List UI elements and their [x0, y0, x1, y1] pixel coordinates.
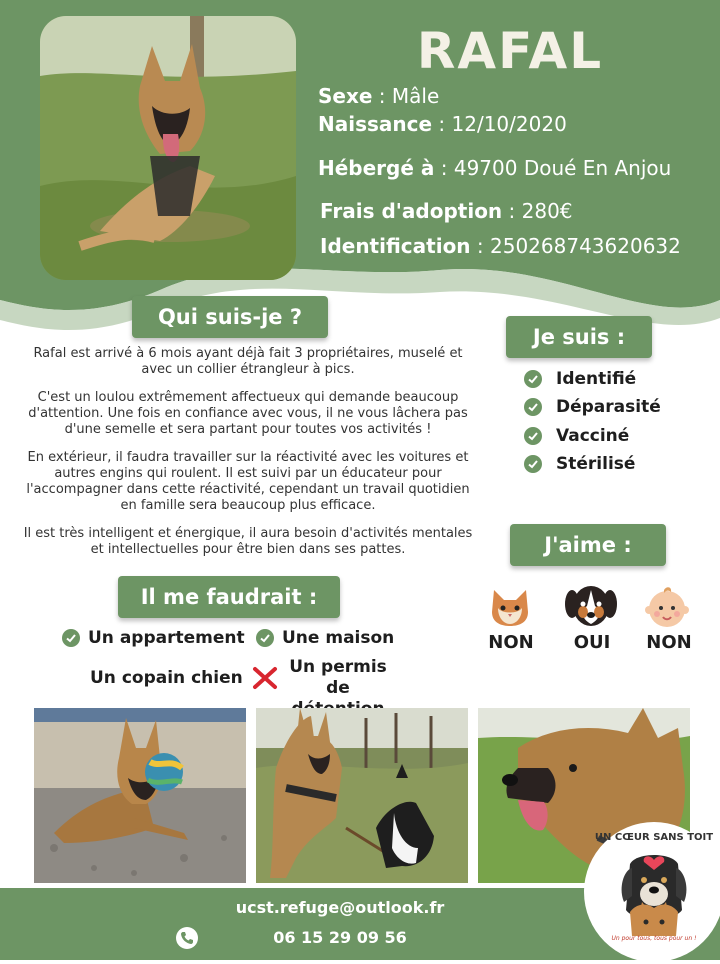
need-buddy: Un copain chien: [90, 668, 243, 688]
dog-name: RAFAL: [416, 22, 604, 80]
need-house-label: Une maison: [282, 628, 395, 648]
check-icon: [524, 370, 542, 388]
about-paragraph: C'est un loulou extrêmement affectueux qui demande beaucoup d'attention. Une fois en confiance avec vous, il ne vous lâchera pas d'une semelle et sera partant pour toutes vos activités !: [28, 390, 468, 437]
status-item-label: Identifié: [556, 369, 637, 389]
hosted-value: : 49700 Doué En Anjou: [440, 156, 672, 180]
sex-line: [318, 84, 439, 108]
contact-email[interactable]: ucst.refuge@outlook.fr: [235, 898, 445, 917]
contact-phone[interactable]: 06 15 29 09 56: [273, 928, 407, 947]
status-heading: Je suis :: [506, 316, 652, 358]
about-paragraph: Il est très intelligent et énergique, il aura besoin d'activités mentales et intellectuelles pour être bien dans ses pattes.: [23, 526, 473, 557]
need-apartment-label: Un appartement: [88, 628, 245, 648]
check-icon: [524, 427, 542, 445]
need-permit: Un permis de: [289, 657, 387, 698]
hosted-label: Hébergé à: [318, 156, 435, 180]
status-item: [524, 426, 629, 446]
dog-photo-ball: [34, 708, 246, 883]
sex-value: : Mâle: [378, 84, 440, 108]
status-item-label: Vacciné: [556, 426, 630, 446]
dog-photo-friend: [256, 708, 468, 883]
main-dog-photo: [40, 16, 296, 280]
fee-label: Frais d'adoption: [320, 199, 503, 223]
hosted-line: [318, 156, 671, 180]
need-apartment: [62, 628, 245, 648]
about-text: [22, 346, 474, 570]
check-icon: [524, 398, 542, 416]
birth-value: : 12/10/2020: [438, 112, 567, 136]
id-line: [320, 234, 681, 258]
fee-line: [320, 199, 573, 223]
cross-icon: [252, 666, 278, 690]
need-house: [256, 628, 394, 648]
status-item-label: Déparasité: [556, 397, 661, 417]
fee-value: : 280€: [508, 199, 573, 223]
dog-answer: OUI: [573, 632, 611, 653]
check-icon: [524, 455, 542, 473]
about-heading: Qui suis-je ?: [132, 296, 328, 338]
about-paragraph: Rafal est arrivé à 6 mois ayant déjà fait 3 propriétaires, muselé et avec un collier étrangleur à pics.: [33, 346, 463, 377]
id-value: : 250268743620632: [476, 234, 681, 258]
logo-tagline: Un pour tous, tous pour un !: [611, 935, 697, 942]
phone-icon: [176, 927, 198, 949]
check-icon: [62, 629, 80, 647]
id-label: Identification: [320, 234, 471, 258]
needs-heading: Il me faudrait :: [118, 576, 340, 618]
cat-icon: [488, 586, 532, 628]
sex-label: Sexe: [318, 84, 373, 108]
likes-heading: J'aime :: [510, 524, 666, 566]
birth-line: [318, 112, 567, 136]
status-item: [524, 397, 661, 417]
check-icon: [256, 629, 274, 647]
baby-answer: NON: [646, 632, 692, 653]
dog-icon: [564, 584, 618, 630]
cat-answer: NON: [488, 632, 534, 653]
status-item: [524, 454, 635, 474]
birth-label: Naissance: [318, 112, 433, 136]
status-item-label: Stérilisé: [556, 454, 636, 474]
about-paragraph: En extérieur, il faudra travailler sur la réactivité avec les voitures et autres engins qui roulent. Il est suivi par un éducateur pour l'accompagner dans cette réactivité, cependant un travail quotidien en famille sera beaucoup plus efficace.: [26, 450, 470, 513]
shelter-logo: [584, 818, 720, 960]
baby-icon: [644, 584, 690, 630]
logo-title: UN CŒUR SANS TOIT: [594, 832, 714, 843]
status-item: [524, 369, 636, 389]
